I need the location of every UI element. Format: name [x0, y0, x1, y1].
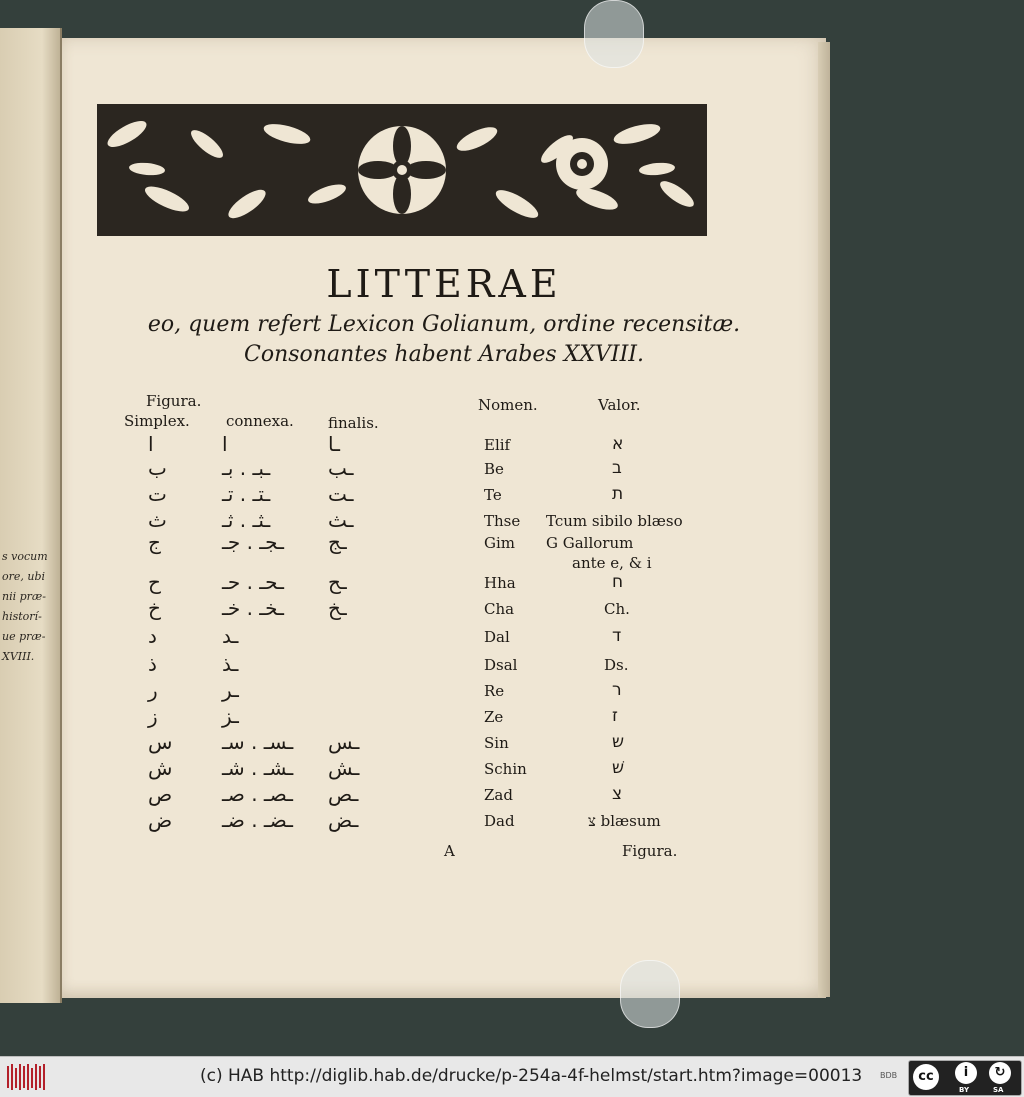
left-page-edge	[0, 28, 62, 1003]
header-finalis: finalis.	[328, 414, 379, 432]
letter-value: א	[612, 434, 624, 454]
connexa-form: ـصـ . صـ	[222, 782, 293, 806]
connexa-form: ـثـ . ثـ	[222, 508, 271, 532]
page-clip-top	[584, 0, 644, 68]
left-page-fragment: XVIII.	[2, 650, 35, 663]
finalis-form: ـح	[328, 570, 347, 594]
left-page-fragment: nii præ-	[2, 590, 46, 603]
left-page-fragment: ore, ubi	[2, 570, 46, 583]
simplex-form: ص	[148, 782, 173, 806]
letter-name: Cha	[484, 600, 515, 618]
header-figura: Figura.	[146, 392, 202, 410]
simplex-form: ث	[148, 508, 167, 532]
letter-name: Dad	[484, 812, 515, 830]
signature-mark: A	[444, 842, 455, 860]
by-icon: i	[955, 1062, 977, 1084]
sa-label: SA	[993, 1086, 1004, 1094]
left-page-fragment: historí-	[2, 610, 42, 623]
letter-value: ח	[612, 572, 624, 592]
letter-name: Te	[484, 486, 502, 504]
source-link[interactable]: (c) HAB http://diglib.hab.de/drucke/p-254a-4f-helmst/start.htm?image=00013	[200, 1066, 863, 1086]
simplex-form: ت	[148, 482, 167, 506]
left-page-fragment: s vocum	[2, 550, 48, 563]
footer-bar	[0, 1056, 1024, 1097]
connexa-form: ـذ	[222, 652, 239, 676]
letter-value: Tcum sibilo blæso	[546, 512, 683, 530]
letter-name: Be	[484, 460, 504, 478]
connexa-form: ـبـ . بـ	[222, 456, 271, 480]
simplex-form: ج	[148, 530, 161, 554]
connexa-form: ـحـ . حـ	[222, 570, 284, 594]
simplex-form: ر	[148, 678, 158, 702]
cc-license-badge[interactable]	[908, 1060, 1022, 1096]
simplex-form: خ	[148, 596, 161, 620]
letter-value: צ	[612, 784, 623, 804]
letter-name: Thse	[484, 512, 521, 530]
finalis-form: ـج	[328, 530, 347, 554]
letter-value: ר	[612, 680, 622, 700]
letter-name: Dsal	[484, 656, 518, 674]
simplex-form: ا	[148, 432, 154, 456]
letter-value: ב	[612, 458, 622, 478]
letter-name: Elif	[484, 436, 511, 454]
letter-value: Ds.	[604, 656, 629, 674]
connexa-form: ـشـ . شـ	[222, 756, 294, 780]
letter-value: Ch.	[604, 600, 630, 618]
by-label: BY	[959, 1086, 970, 1094]
sa-icon: ↻	[989, 1062, 1011, 1084]
connexa-form: ـز	[222, 704, 239, 728]
connexa-form: ـر	[222, 678, 239, 702]
connexa-form: ا	[222, 432, 228, 456]
simplex-form: ض	[148, 808, 173, 832]
simplex-form: د	[148, 624, 157, 648]
footer-code: BDB	[880, 1071, 898, 1080]
hab-logo-icon	[6, 1062, 46, 1092]
finalis-form: ـث	[328, 508, 354, 532]
subtitle-line: Consonantes habent Arabes XXVIII.	[244, 342, 644, 367]
letter-name: Sin	[484, 734, 509, 752]
letter-value: ש	[612, 732, 625, 752]
letter-value-cont: ante e, & i	[572, 554, 652, 572]
header-simplex: Simplex.	[124, 412, 190, 430]
letter-value: G Gallorum	[546, 534, 634, 552]
catchword: Figura.	[622, 842, 678, 860]
page-clip-bottom	[620, 960, 680, 1028]
connexa-form: ـجـ . جـ	[222, 530, 284, 554]
letter-value: צ blæsum	[588, 812, 661, 830]
simplex-form: ب	[148, 456, 167, 480]
cc-icon: cc	[913, 1064, 939, 1090]
connexa-form: ـخـ . خـ	[222, 596, 284, 620]
simplex-form: ذ	[148, 652, 157, 676]
letter-value: שׁ	[612, 758, 625, 778]
finalis-form: ـش	[328, 756, 360, 780]
finalis-form: ـص	[328, 782, 359, 806]
simplex-form: ح	[148, 570, 161, 594]
left-page-fragment: ue præ-	[2, 630, 46, 643]
finalis-form: ـا	[328, 432, 340, 456]
letter-name: Hha	[484, 574, 516, 592]
header-valor: Valor.	[598, 396, 641, 414]
letter-value: ז	[612, 706, 618, 726]
header-nomen: Nomen.	[478, 396, 538, 414]
letter-name: Zad	[484, 786, 513, 804]
letter-name: Schin	[484, 760, 527, 778]
connexa-form: ـد	[222, 624, 239, 648]
header-connexa: connexa.	[226, 412, 294, 430]
simplex-form: ش	[148, 756, 173, 780]
floral-ornament-headpiece	[97, 104, 707, 236]
finalis-form: ـب	[328, 456, 354, 480]
finalis-form: ـت	[328, 482, 354, 506]
simplex-form: ز	[148, 704, 158, 728]
letter-name: Dal	[484, 628, 510, 646]
page-title: LITTERAE	[326, 262, 562, 306]
connexa-form: ـضـ . ضـ	[222, 808, 293, 832]
page-right-edge	[818, 42, 830, 997]
letter-name: Ze	[484, 708, 504, 726]
simplex-form: س	[148, 730, 173, 754]
connexa-form: ـتـ . تـ	[222, 482, 271, 506]
letter-name: Re	[484, 682, 505, 700]
finalis-form: ـض	[328, 808, 359, 832]
letter-value: ת	[612, 484, 624, 504]
connexa-form: ـسـ . سـ	[222, 730, 294, 754]
finalis-form: ـس	[328, 730, 360, 754]
letter-name: Gim	[484, 534, 516, 552]
subtitle-line: eo, quem refert Lexicon Golianum, ordine recensitæ.	[147, 312, 741, 337]
letter-value: ד	[612, 626, 622, 646]
finalis-form: ـخ	[328, 596, 347, 620]
